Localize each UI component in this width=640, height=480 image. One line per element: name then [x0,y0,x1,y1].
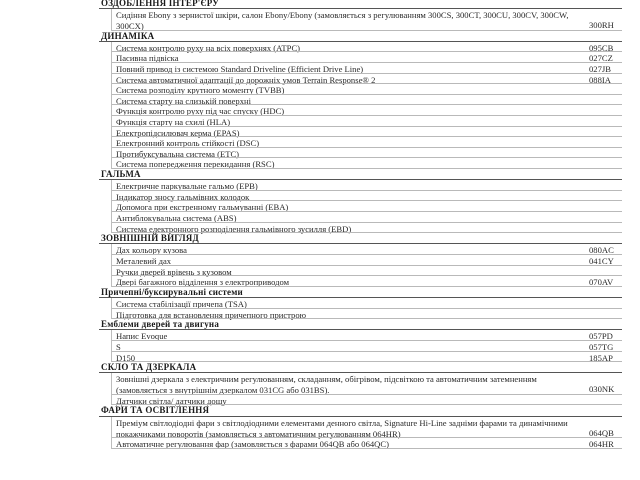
section-header [0,319,640,330]
spec-row [0,244,640,255]
spec-description: Електронний контроль стійкості (DSC) [116,138,260,149]
spec-row [0,417,640,438]
spec-description: Система старту на слизькій поверхні [116,95,252,106]
spec-row [0,330,640,341]
spec-row [0,298,640,309]
option-code: 300RH [589,20,614,31]
spec-row [0,373,640,394]
spec-description: Зовнішні дзеркала з електричним регулюванням, складанням, обігрівом, підсвіткою та автоматичним затемненням (замовляється з внутрішнім дзеркалом 031CG або 031BS). [116,374,537,396]
option-code: 027JB [589,64,611,74]
spec-row [0,127,640,138]
spec-row [0,74,640,85]
option-code: 080AC [589,245,614,256]
spec-description: Система стабілізації причепа (TSA) [116,299,247,309]
spec-row [0,116,640,127]
spec-description: S [116,342,121,352]
option-code: 070AV [589,277,614,288]
spec-row [0,9,640,30]
spec-description: Дах кольору кузова [116,245,187,256]
option-code: 064HR [589,439,614,449]
spec-row [0,341,640,352]
spec-description: Індикатор зносу гальмівних колодок [116,191,250,202]
section-header [0,233,640,244]
spec-row [0,42,640,53]
section-title: Емблеми дверей та двигуна [101,319,220,330]
spec-description: Електропідсилювач керма (EPAS) [116,127,240,138]
section-title: ГАЛЬМА [101,169,141,179]
row-left-border [111,417,112,438]
option-code: 027CZ [589,53,613,64]
spec-row [0,105,640,116]
spec-row [0,63,640,74]
option-code: 064QB [589,427,614,438]
section-header [0,169,640,180]
spec-row [0,201,640,212]
spec-description: Допомога при екстренному гальмуванні (EBA) [116,202,289,213]
row-left-border [111,373,112,394]
option-code: 041CY [589,256,614,266]
spec-description: Протибуксувальна система (ETC) [116,148,240,159]
spec-description: Система попередження перекидання (RSC) [116,159,275,170]
section-title: ФАРИ ТА ОСВІТЛЕННЯ [101,405,210,416]
section-title: Причепні/буксирувальні системи [101,286,243,297]
section-title: ДИНАМІКА [101,30,155,41]
section-header [0,405,640,416]
spec-row [0,309,640,320]
spec-description: Система автоматичної адаптації до дорожніх умов Terrain Response® 2 [116,74,376,85]
spec-row [0,276,640,287]
spec-row [0,84,640,95]
spec-row [0,438,640,449]
section-header [0,362,640,373]
spec-row [0,95,640,106]
spec-row [0,137,640,148]
section-title: ЗОВНІШНІЙ ВИГЛЯД [101,233,199,244]
spec-description: Двері багажного відділення з електроприводом [116,277,290,288]
spec-row [0,52,640,63]
spec-description: Функція контролю руху під час спуску (HDC) [116,106,285,117]
spec-description: Напис Evoque [116,331,168,342]
spec-description: Ручки дверей врівень з кузовом [116,266,232,277]
spec-description: Пасивна підвіска [116,53,179,64]
row-left-border [111,9,112,30]
section-header [0,287,640,298]
option-code: 057TG [589,342,614,352]
spec-row [0,266,640,277]
spec-description: D150 [116,352,136,363]
spec-description: Металевий дах [116,256,172,266]
spec-row [0,395,640,406]
section-header [0,0,640,9]
spec-description: Преміум світлодіодні фари з світлодіодними елементами денного світла, Signature Hi-Line задніми фарами та динамічними покажчиками поворотів (замовляється з автоматичним регулюванням 064HR) [116,417,568,439]
section-title: ОЗДОБЛЕННЯ ІНТЕР'ЄРУ [101,0,220,8]
spec-description: Система контролю руху на всіх поверхнях (ATPC) [116,42,301,53]
spec-row [0,191,640,202]
spec-row [0,223,640,234]
spec-row [0,212,640,223]
spec-description: Датчики світла/ датчики дощу [116,395,227,406]
row-divider [112,448,622,449]
spec-description: Електричне паркувальне гальмо (EPB) [116,181,258,192]
spec-row [0,352,640,363]
spec-row [0,255,640,266]
section-title: СКЛО ТА ДЗЕРКАЛА [101,362,197,373]
spec-description: Система електронного розподілення гальмівного зусилля (EBD) [116,223,352,234]
spec-description: Підготовка для встановлення причепного пристрою [116,309,307,320]
spec-description: Функція старту на схилі (HLA) [116,117,231,127]
spec-row [0,158,640,169]
option-code: 057PD [589,331,613,342]
spec-description: Повний привод із системою Standard Driveline (Efficient Drive Line) [116,64,364,74]
option-code: 088IA [589,74,611,85]
spec-row [0,180,640,191]
spec-description: Автоматичне регулювання фар (замовляється з фарами 064QB або 064QC) [116,439,389,449]
section-header [0,31,640,42]
spec-row [0,148,640,159]
option-code: 095CB [589,42,614,53]
option-code: 185AP [589,352,613,363]
spec-description: Антиблокувальна система (ABS) [116,213,237,223]
spec-description: Сидіння Ebony з зернистої шкіри, салон Ebony/Ebony (замовляється з регулюванням 300CS, 300CT, 300CU, 300CV, 300CW, 300CX) [116,10,569,32]
spec-description: Система розподілу крутного моменту (TVBB) [116,85,285,96]
option-code: 030NK [589,384,615,395]
